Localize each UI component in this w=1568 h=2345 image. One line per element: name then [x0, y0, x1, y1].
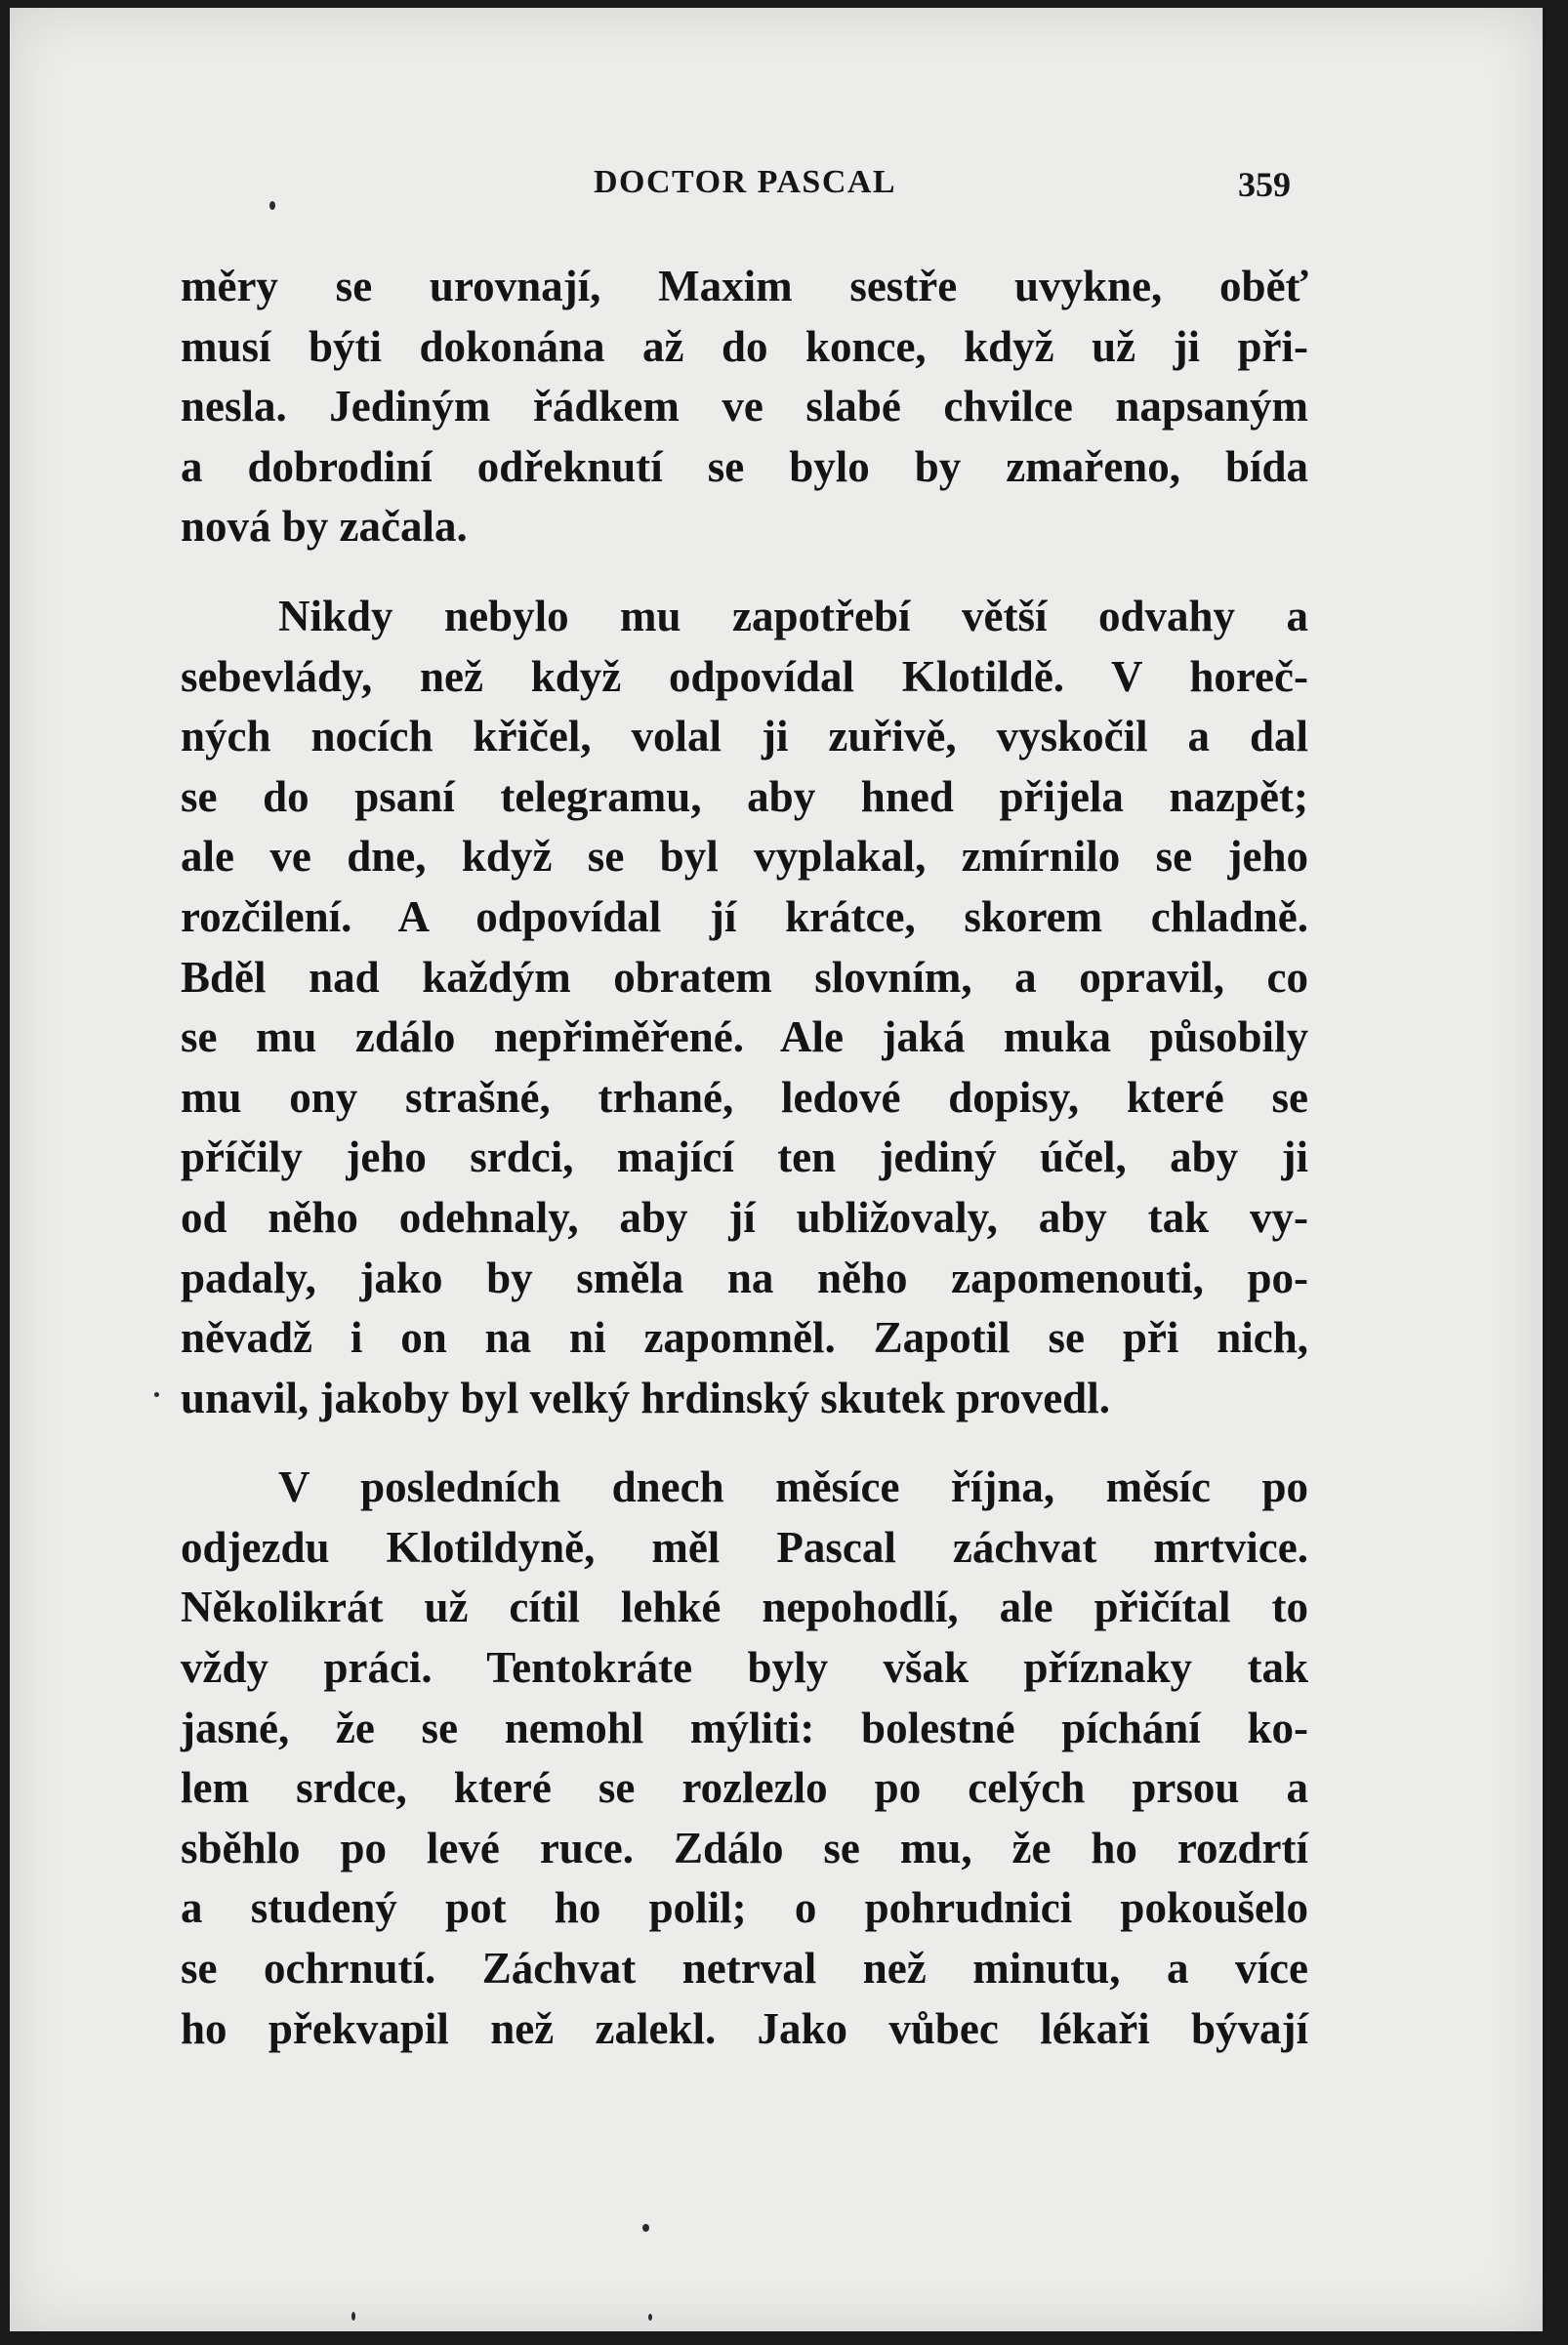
- text-line: ale ve dne, když se byl vyplakal, zmírnilo se jeho: [181, 832, 1308, 882]
- text-line: a studený pot ho polil; o pohrudnici pokoušelo: [181, 1883, 1308, 1933]
- text-line: mu ony strašné, trhané, ledové dopisy, které se: [181, 1072, 1308, 1122]
- print-speck: [648, 2314, 652, 2321]
- text-line: příčily jeho srdci, mající ten jediný účel, aby ji: [181, 1132, 1308, 1182]
- running-head: [10, 164, 1543, 213]
- text-line: a dobrodiní odřeknutí se bylo by zmařeno, bída: [181, 441, 1308, 491]
- text-line: rozčilení. A odpovídal jí krátce, skorem chladně.: [181, 891, 1308, 941]
- print-speck: [269, 201, 275, 210]
- text-line: měry se urovnají, Maxim sestře uvykne, oběť: [181, 262, 1308, 310]
- text-line: unavil, jakoby byl velký hrdinský skutek provedl.: [181, 1373, 1110, 1422]
- text-line: padaly, jako by směla na něho zapomenouti, po-: [181, 1253, 1308, 1302]
- text-line: nová by začala.: [181, 502, 468, 552]
- text-line: sebevlády, než když odpovídal Klotildě. V horeč-: [181, 651, 1308, 701]
- running-title: DOCTOR PASCAL: [594, 164, 897, 200]
- paragraph-1: [181, 257, 1308, 557]
- paragraph-2: [181, 587, 1308, 1428]
- text-line: lem srdce, které se rozlezlo po celých prsou a: [181, 1763, 1308, 1813]
- print-speck: [351, 2312, 355, 2321]
- print-speck: [642, 2224, 649, 2232]
- page-number: 359: [1238, 165, 1291, 204]
- text-line: vždy práci. Tentokráte byly však příznaky tak: [181, 1643, 1308, 1693]
- text-line: se do psaní telegramu, aby hned přijela nazpět;: [181, 771, 1308, 821]
- text-line: ných nocích křičel, volal ji zuřivě, vyskočil a dal: [181, 712, 1308, 761]
- text-line: nesla. Jediným řádkem ve slabé chvilce napsaným: [181, 382, 1308, 432]
- text-line: V posledních dnech měsíce října, měsíc po: [278, 1462, 1308, 1512]
- body-text: [181, 257, 1308, 2059]
- text-line: odjezdu Klotildyně, měl Pascal záchvat mrtvice.: [181, 1522, 1308, 1572]
- text-line: Bděl nad každým obratem slovním, a opravil, co: [181, 952, 1308, 1002]
- text-line: jasné, že se nemohl mýliti: bolestné píchání ko-: [181, 1703, 1308, 1752]
- text-line: se mu zdálo nepřiměřené. Ale jaká muka působily: [181, 1012, 1308, 1062]
- text-line: sběhlo po levé ruce. Zdálo se mu, že ho rozdrtí: [181, 1823, 1308, 1872]
- text-line: musí býti dokonána až do konce, když už ji při-: [181, 321, 1308, 371]
- text-line: Nikdy nebylo mu zapotřebí větší odvahy a: [278, 591, 1308, 640]
- paragraph-3: [181, 1458, 1308, 2059]
- text-line: se ochrnutí. Záchvat netrval než minutu, a více: [181, 1944, 1308, 1994]
- text-line: Několikrát už cítil lehké nepohodlí, ale přičítal to: [181, 1583, 1308, 1632]
- text-line: něvadž i on na ni zapomněl. Zapotil se při nich,: [181, 1313, 1308, 1363]
- text-line: ho překvapil než zalekl. Jako vůbec lékaři bývají: [181, 2003, 1308, 2053]
- print-speck: [154, 1392, 159, 1397]
- text-line: od něho odehnaly, aby jí ubližovaly, aby tak vy-: [181, 1192, 1308, 1242]
- book-page: [10, 8, 1543, 2331]
